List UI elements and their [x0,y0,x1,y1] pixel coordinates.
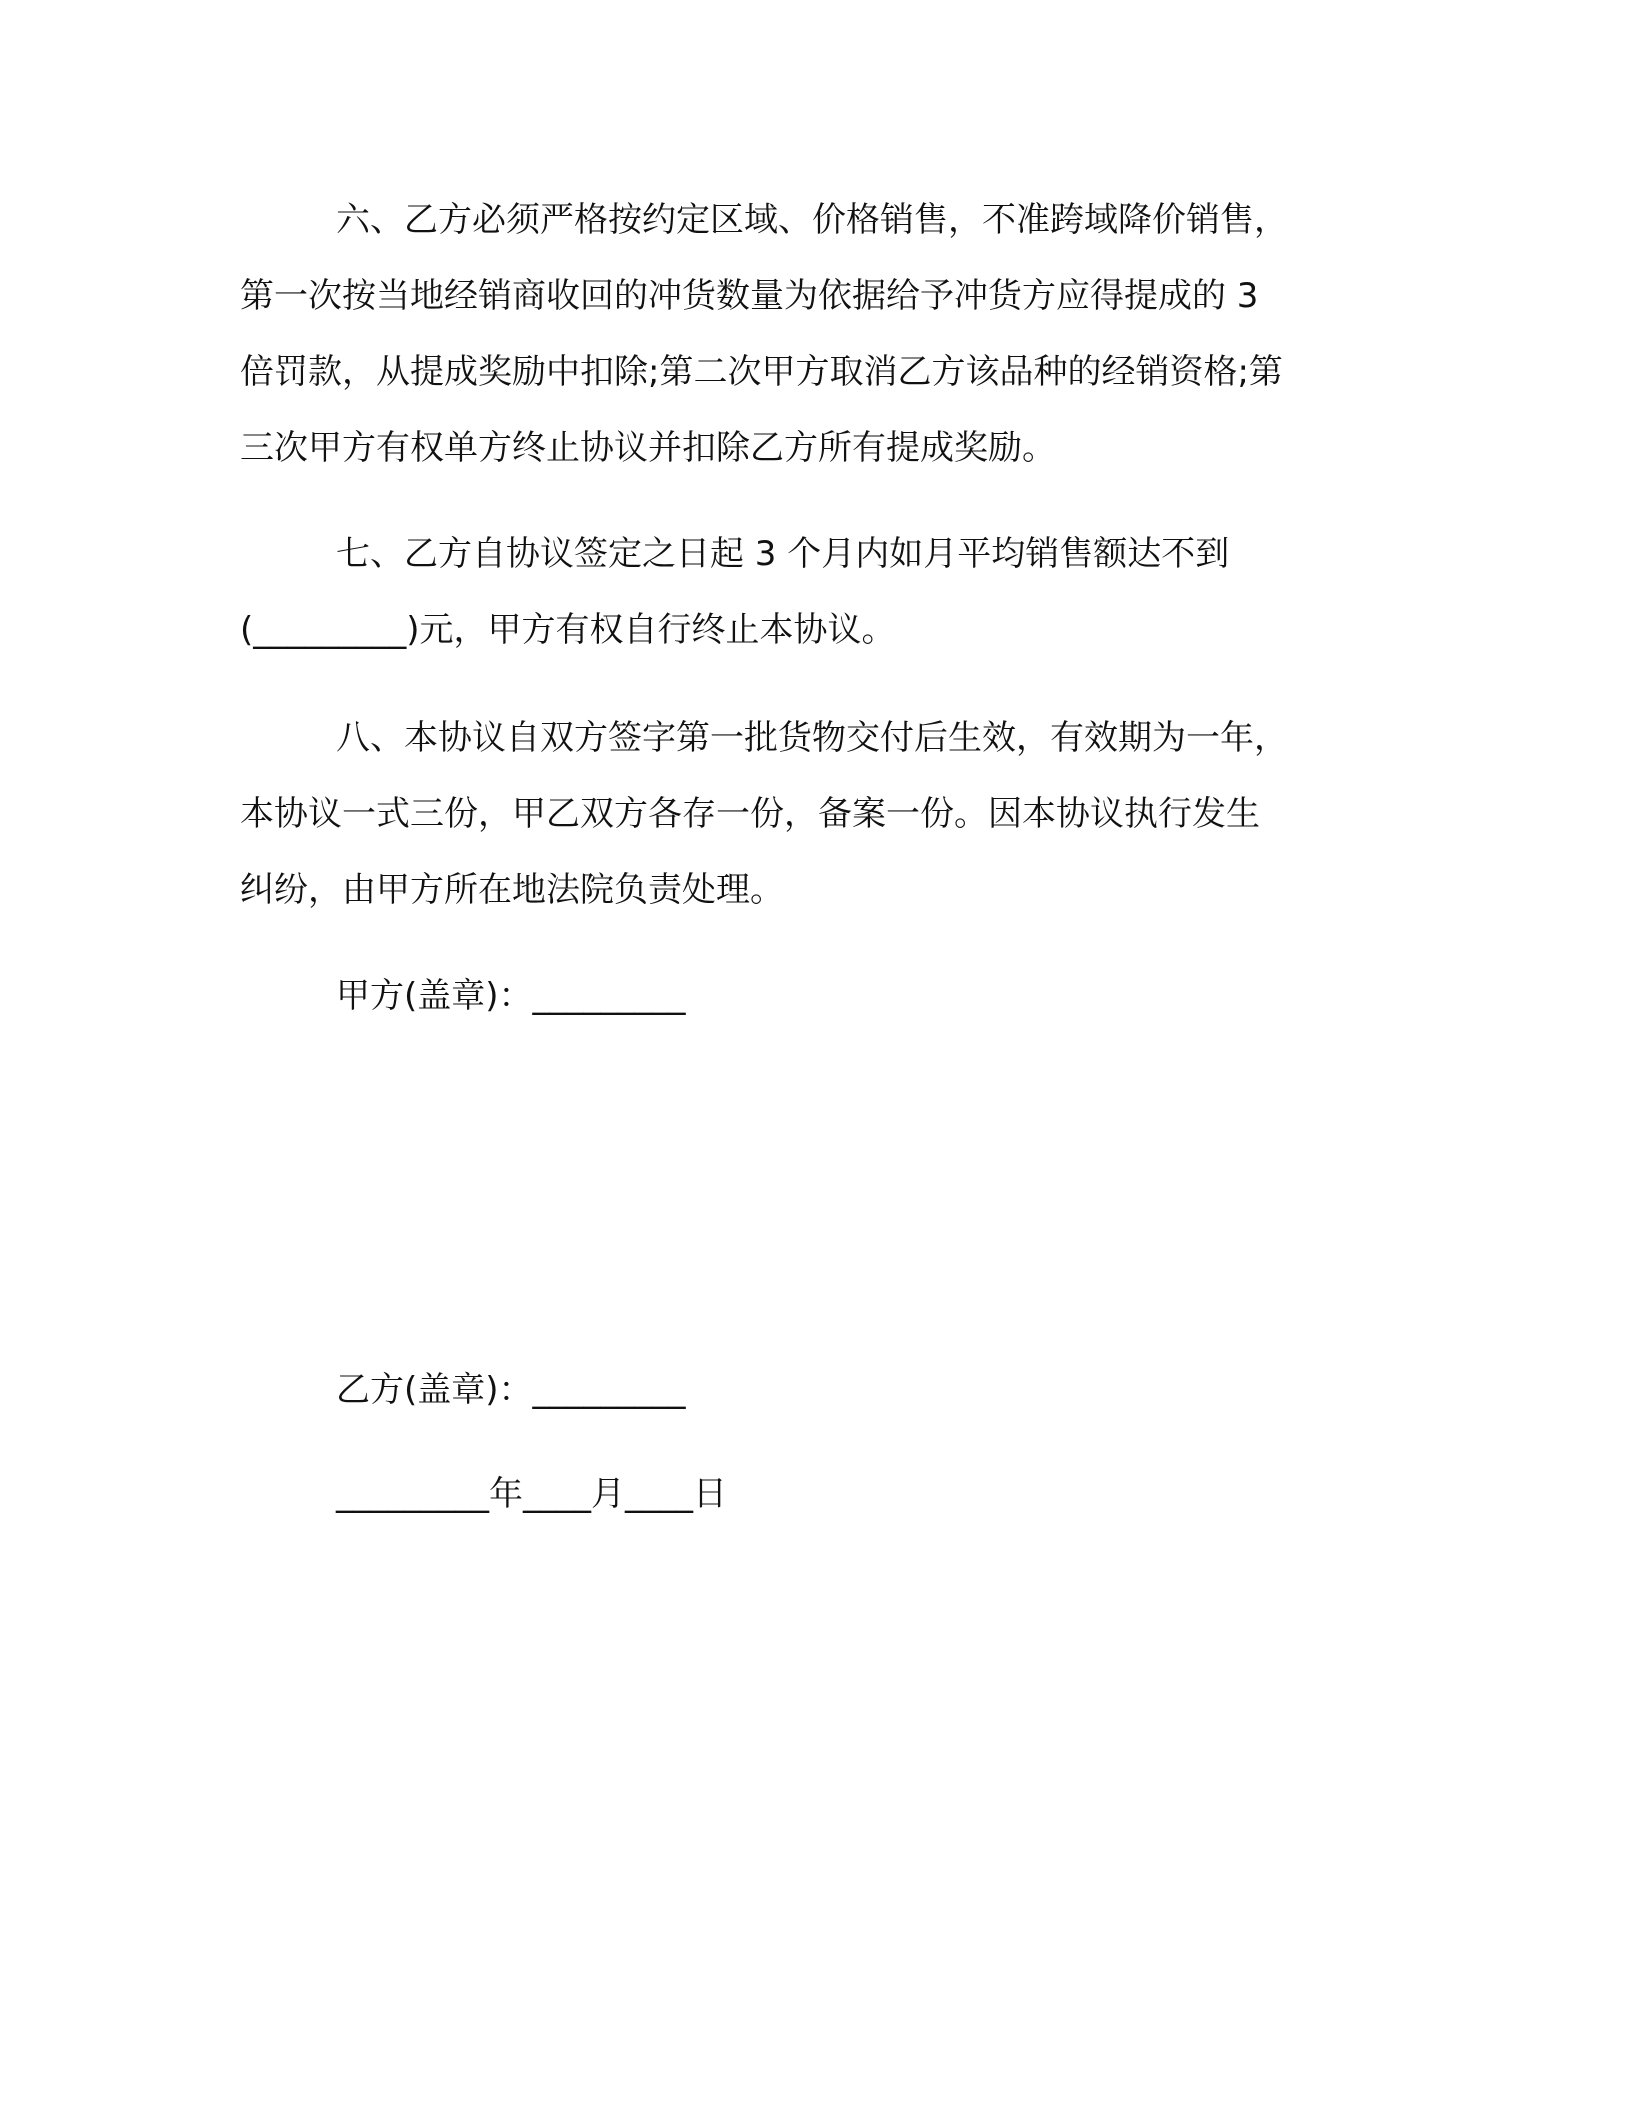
party-a-signature-line: 甲方(盖章)：_________ [336,976,686,1016]
clause-8-paragraph [240,700,1390,928]
clause-6-paragraph [240,182,1390,486]
party-b-signature [240,1352,1390,1428]
clause-6-line: 第一次按当地经销商收回的冲货数量为依据给予冲货方应得提成的 3 [240,276,1259,316]
clause-7-paragraph [240,516,1390,668]
clause-8-line: 八、本协议自双方签字第一批货物交付后生效，有效期为一年， [336,718,1288,758]
clause-7-line: (_________)元，甲方有权自行终止本协议。 [240,610,896,650]
clause-8-line: 纠纷，由甲方所在地法院负责处理。 [240,870,784,910]
party-a-signature [240,958,1390,1034]
clause-6-line: 倍罚款，从提成奖励中扣除;第二次甲方取消乙方该品种的经销资格;第 [240,352,1283,392]
clause-8-line: 本协议一式三份，甲乙双方各存一份，备案一份。因本协议执行发生 [240,794,1260,834]
clause-7-line: 七、乙方自协议签定之日起 3 个月内如月平均销售额达不到 [336,534,1230,574]
clause-6-line: 六、乙方必须严格按约定区域、价格销售，不准跨域降价销售， [336,200,1288,240]
signing-date-line: _________年____月____日 [336,1474,727,1514]
signing-date [240,1456,1390,1532]
clause-6-line: 三次甲方有权单方终止协议并扣除乙方所有提成奖励。 [240,428,1056,468]
party-b-signature-line: 乙方(盖章)：_________ [336,1370,686,1410]
